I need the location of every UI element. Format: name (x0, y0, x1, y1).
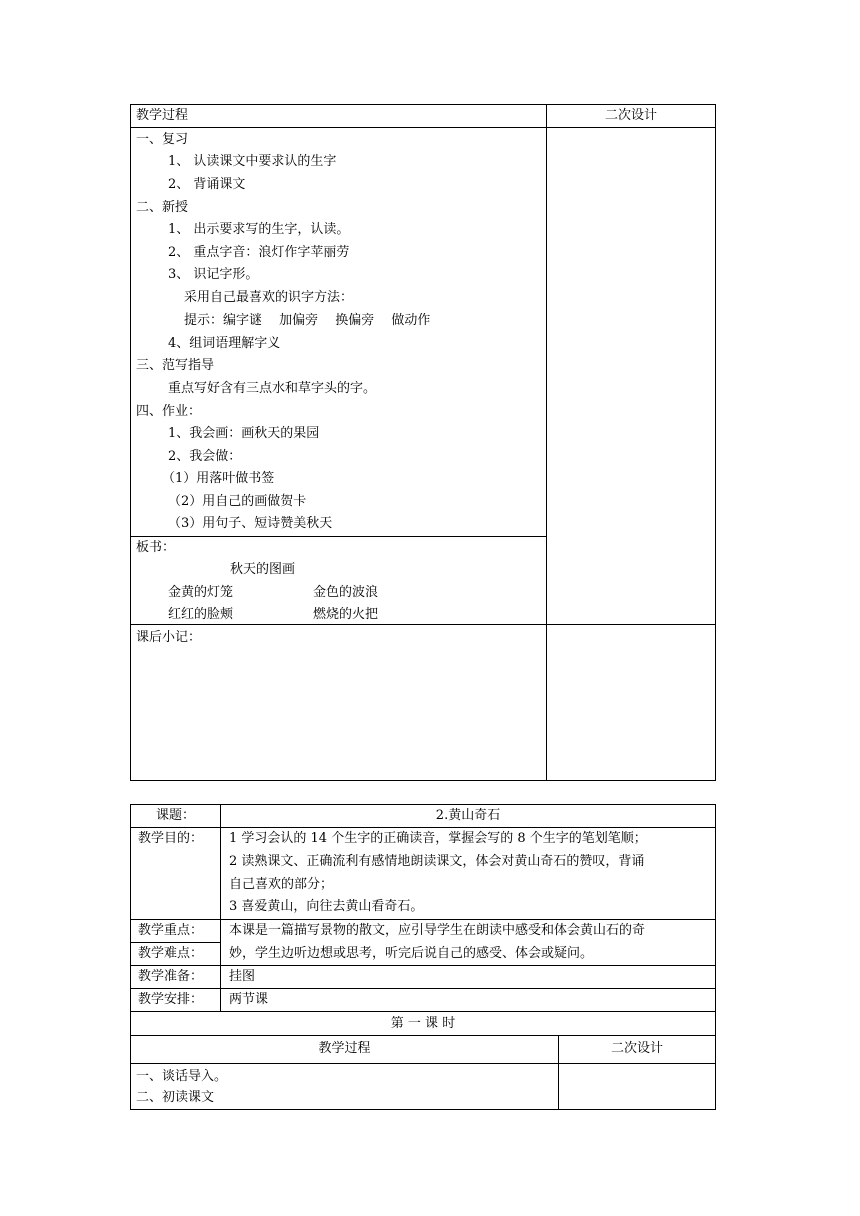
goal-line: 2 读熟课文、正确流利有感情地朗读课文，体会对黄山奇石的赞叹，背诵 (229, 854, 645, 869)
lesson-heading: 第 一 课 时 (390, 1016, 456, 1031)
process-line: 采用自己最喜欢的识字方法： (184, 290, 354, 305)
process-line: 重点写好含有三点水和草字头的字。 (168, 381, 377, 396)
process-line: 2、 背诵课文 (168, 177, 246, 192)
difficulty-label: 教学难点： (138, 946, 204, 961)
board-item: 燃烧的火把 (313, 607, 379, 622)
table-rule (715, 104, 716, 781)
table-rule (130, 804, 131, 1110)
board-label: 板书： (136, 540, 176, 555)
table-rule (130, 1011, 716, 1012)
table-rule (130, 1035, 716, 1036)
table-rule (130, 624, 716, 625)
process-line: 三、范写指导 (136, 358, 215, 373)
table-rule (130, 919, 716, 920)
header-second-design: 二次设计 (604, 108, 657, 123)
process-line: 2、 重点字音：浪灯作字苹丽劳 (168, 245, 350, 260)
topic-label: 课题： (155, 808, 195, 823)
process-line: 1、我会画：画秋天的果园 (168, 426, 320, 441)
process-line: 二、新授 (136, 200, 189, 215)
process-line: 四、作业： (136, 404, 202, 419)
process-line: 2、我会做： (168, 449, 242, 464)
table-rule (130, 827, 716, 828)
table-rule (130, 988, 716, 989)
process-line: 1、 出示要求写的生字，认读。 (168, 222, 350, 237)
process-line: 一、谈话导入。 (136, 1069, 228, 1084)
header-teaching-process: 教学过程 (136, 108, 189, 123)
process-line: （3）用句子、短诗赞美秋天 (168, 516, 333, 531)
process-line: 1、 认读课文中要求认的生字 (168, 154, 337, 169)
arrangement-label: 教学安排： (138, 992, 204, 1007)
board-item: 金色的波浪 (313, 585, 379, 600)
process-line: 二、初读课文 (136, 1090, 215, 1105)
key-point-label: 教学重点： (138, 923, 204, 938)
process-line: （1）用落叶做书签 (162, 471, 275, 486)
board-item: 红红的脸颊 (168, 607, 234, 622)
table-rule (130, 780, 716, 781)
board-item: 金黄的灯笼 (168, 585, 234, 600)
table-rule (130, 1063, 716, 1064)
table-rule (715, 804, 716, 1110)
preparation-label: 教学准备： (138, 969, 204, 984)
process-line: 提示：编字谜 加偏旁 换偏旁 做动作 (184, 313, 431, 328)
table-rule (130, 1109, 716, 1110)
goal-line: 1 学习会认的 14 个生字的正确读音，掌握会写的 8 个生字的笔划笔顺； (229, 831, 647, 846)
table-rule (130, 804, 716, 805)
table-rule (130, 942, 220, 943)
goal-label: 教学目的： (138, 831, 204, 846)
key-point-line: 本课是一篇描写景物的散文，应引导学生在朗读中感受和体会黄山石的奇 (229, 923, 646, 938)
table-rule (130, 127, 716, 128)
table-rule (130, 536, 546, 537)
arrangement-value: 两节课 (229, 992, 269, 1007)
process-line: （2）用自己的画做贺卡 (168, 494, 307, 509)
table-rule (130, 965, 716, 966)
table-rule (130, 104, 716, 105)
goal-line: 自己喜欢的部分； (229, 877, 334, 892)
preparation-value: 挂图 (229, 969, 256, 984)
table-rule (130, 104, 131, 781)
header-second-design: 二次设计 (610, 1041, 663, 1056)
process-line: 3、 识记字形。 (168, 267, 259, 282)
key-point-line: 妙，学生边听边想或思考，听完后说自己的感受、体会或疑问。 (229, 946, 594, 961)
table-rule (546, 104, 547, 781)
goal-line: 3 喜爱黄山，向往去黄山看奇石。 (229, 899, 424, 914)
process-line: 4、组词语理解字义 (168, 336, 281, 351)
after-class-notes-label: 课后小记： (136, 630, 202, 645)
header-teaching-process: 教学过程 (318, 1041, 371, 1056)
topic-value: 2.黄山奇石 (435, 808, 501, 823)
table-rule (220, 804, 221, 1012)
board-title: 秋天的图画 (230, 562, 296, 577)
process-line: 一、复习 (136, 132, 189, 147)
